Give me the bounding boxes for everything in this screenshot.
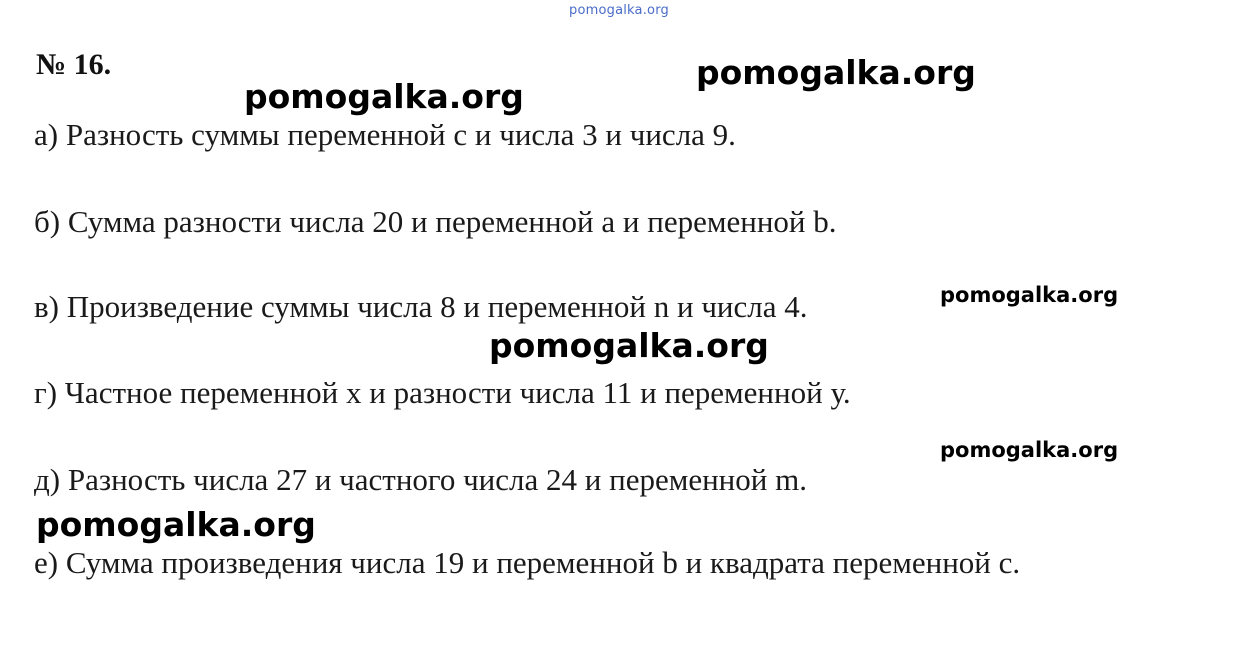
task-item-a: а) Разность суммы переменной с и числа 3 и числа 9. (34, 117, 736, 152)
watermark: pomogalka.org (940, 438, 1119, 462)
watermark: pomogalka.org (36, 505, 316, 544)
task-item-v: в) Произведение суммы числа 8 и переменной n и числа 4. (34, 289, 808, 324)
task-item-b: б) Сумма разности числа 20 и переменной а и переменной b. (34, 204, 837, 239)
watermark: pomogalka.org (696, 53, 976, 92)
watermark: pomogalka.org (940, 283, 1119, 307)
watermark: pomogalka.org (489, 326, 769, 365)
site-watermark-header: pomogalka.org (569, 3, 669, 18)
task-number: № 16. (36, 48, 112, 81)
task-item-e: е) Сумма произведения числа 19 и переменной b и квадрата переменной с. (34, 545, 1021, 580)
task-item-d: д) Разность числа 27 и частного числа 24 и переменной m. (34, 462, 807, 497)
watermark: pomogalka.org (244, 77, 524, 116)
task-item-g: г) Частное переменной х и разности числа 11 и переменной у. (34, 375, 851, 410)
